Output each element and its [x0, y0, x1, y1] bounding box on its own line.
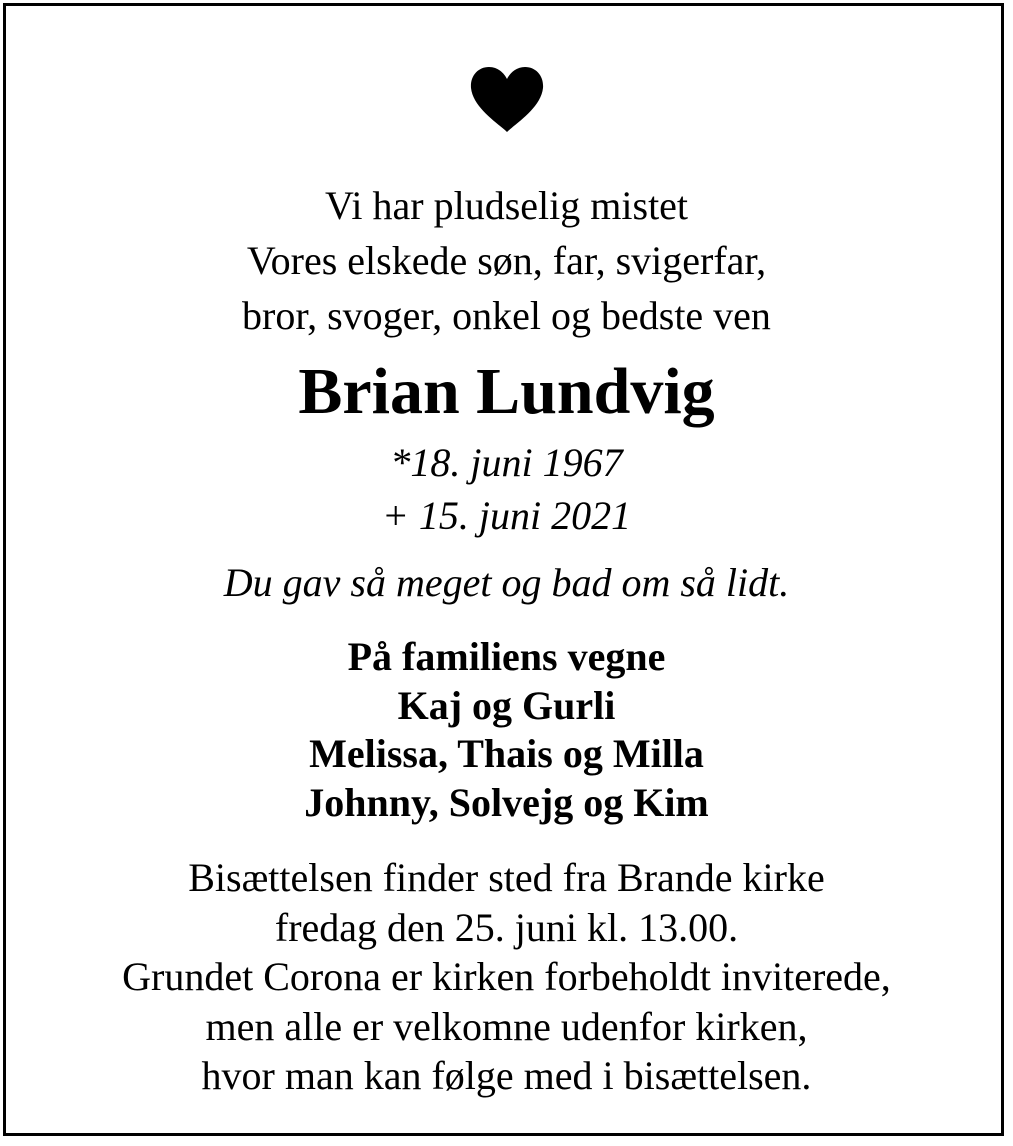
heart-icon: [469, 66, 545, 134]
intro-line: Vores elskede søn, far, svigerfar,: [246, 238, 767, 283]
life-dates: [0, 436, 1013, 542]
service-line: hvor man kan følge med i bisættelsen.: [201, 1053, 812, 1098]
intro-line: bror, svoger, onkel og bedste ven: [242, 293, 771, 338]
intro-text: [0, 178, 1013, 343]
memorial-quote: Du gav så meget og bad om så lidt.: [223, 560, 790, 605]
service-line: Grundet Corona er kirken forbeholdt inviterede,: [122, 954, 891, 999]
service-line: Bisættelsen finder sted fra Brande kirke: [188, 855, 825, 900]
birth-date: *18. juni 1967: [390, 440, 623, 485]
family-signatures: [0, 633, 1013, 827]
family-line: Johnny, Solvejg og Kim: [304, 779, 709, 825]
death-date: + 15. juni 2021: [381, 493, 632, 538]
service-info: [0, 853, 1013, 1101]
service-line: men alle er velkomne udenfor kirken,: [205, 1003, 808, 1049]
service-line: fredag den 25. juni kl. 13.00.: [274, 904, 739, 950]
family-line: Melissa, Thais og Milla: [309, 731, 704, 776]
family-line: På familiens vegne: [347, 634, 666, 679]
intro-line: Vi har pludselig mistet: [324, 183, 689, 228]
deceased-name: Brian Lundvig: [298, 355, 715, 428]
family-line: Kaj og Gurli: [397, 682, 616, 728]
